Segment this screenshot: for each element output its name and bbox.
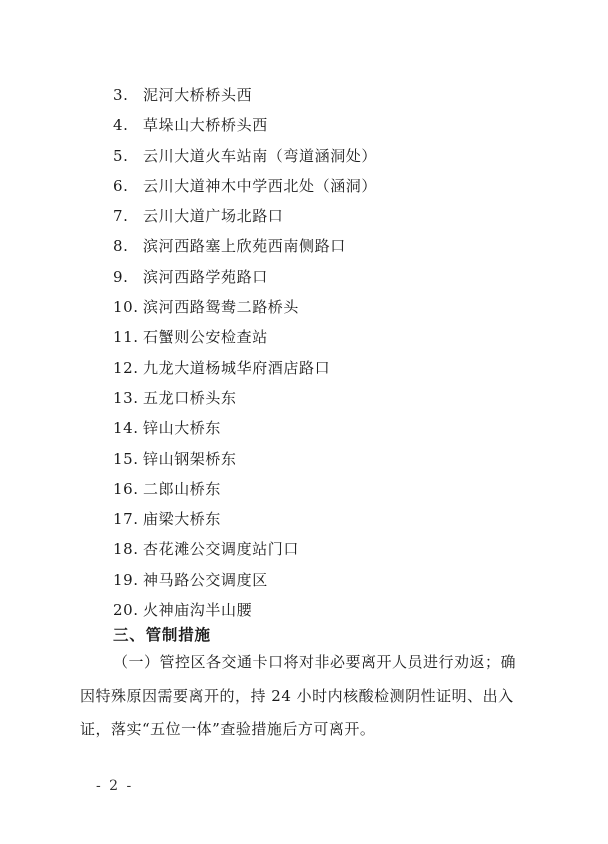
list-item bbox=[113, 322, 377, 352]
list-item-number: 6. bbox=[113, 176, 129, 195]
list-item bbox=[113, 413, 377, 443]
list-item bbox=[113, 141, 377, 171]
list-item-text: 滨河西路鸳鸯二路桥头 bbox=[143, 298, 300, 317]
list-item-number: 11. bbox=[113, 328, 139, 347]
list-item-number: 5. bbox=[113, 146, 129, 165]
list-item-text: 杏花滩公交调度站门口 bbox=[143, 540, 300, 559]
list-item-number: 7. bbox=[113, 207, 129, 226]
list-item-text: 五龙口桥头东 bbox=[143, 388, 237, 407]
list-item-text: 二郎山桥东 bbox=[143, 479, 222, 498]
paragraph-line-3: 证，落实“五位一体”查验措施后方可离开。 bbox=[80, 720, 376, 738]
paragraph-line-1: （一）管控区各交通卡口将对非必要离开人员进行劝返；确 bbox=[113, 653, 517, 671]
list-item-text: 草垛山大桥桥头西 bbox=[143, 116, 268, 135]
list-item-text: 九龙大道杨城华府酒店路口 bbox=[143, 358, 331, 377]
list-item-number: 9. bbox=[113, 267, 129, 286]
list-item bbox=[113, 534, 377, 564]
list-item-number: 17. bbox=[113, 510, 139, 529]
list-item-number: 15. bbox=[113, 449, 139, 468]
list-item-number: 12. bbox=[113, 358, 139, 377]
list-item-number: 10. bbox=[113, 298, 139, 317]
list-item bbox=[113, 383, 377, 413]
list-item-text: 火神庙沟半山腰 bbox=[143, 601, 253, 620]
list-item-text: 锌山大桥东 bbox=[143, 419, 222, 438]
list-item-text: 石蟹则公安检查站 bbox=[143, 328, 268, 347]
list-item-number: 4. bbox=[113, 116, 129, 135]
list-item bbox=[113, 474, 377, 504]
list-item-text: 泥河大桥桥头西 bbox=[143, 86, 253, 104]
paragraph-line-2: 因特殊原因需要离开的，持 24 小时内核酸检测阴性证明、出入 bbox=[80, 687, 514, 705]
list-item-text: 锌山钢架桥东 bbox=[143, 449, 237, 468]
list-item bbox=[113, 504, 377, 534]
list-item-text: 滨河西路塞上欣苑西南侧路口 bbox=[143, 237, 346, 256]
list-item bbox=[113, 595, 377, 625]
list-item bbox=[113, 565, 377, 595]
list-item bbox=[113, 110, 377, 140]
list-item-number: 18. bbox=[113, 540, 139, 559]
list-item bbox=[113, 292, 377, 322]
list-item bbox=[113, 353, 377, 383]
list-item-text: 云川大道神木中学西北处（涵洞） bbox=[143, 176, 378, 195]
list-item bbox=[113, 231, 377, 261]
list-item-number: 16. bbox=[113, 479, 139, 498]
list-item bbox=[113, 262, 377, 292]
list-item-text: 云川大道广场北路口 bbox=[143, 207, 284, 226]
list-item-text: 神马路公交调度区 bbox=[143, 570, 268, 589]
list-item-number: 20. bbox=[113, 601, 139, 620]
list-item-text: 庙梁大桥东 bbox=[143, 510, 222, 529]
list-item-text: 滨河西路学苑路口 bbox=[143, 267, 268, 286]
list-item bbox=[113, 80, 377, 110]
list-item bbox=[113, 444, 377, 474]
list-item-number: 14. bbox=[113, 419, 139, 438]
checkpoint-list bbox=[113, 80, 377, 625]
list-item-number: 3. bbox=[113, 86, 129, 104]
list-item-text: 云川大道火车站南（弯道涵洞处） bbox=[143, 146, 378, 165]
list-item-number: 19. bbox=[113, 570, 139, 589]
page-number: - 2 - bbox=[96, 778, 134, 794]
list-item bbox=[113, 201, 377, 231]
list-item-number: 8. bbox=[113, 237, 129, 256]
section-heading: 三、管制措施 bbox=[113, 626, 211, 644]
list-item-number: 13. bbox=[113, 388, 139, 407]
list-item bbox=[113, 171, 377, 201]
